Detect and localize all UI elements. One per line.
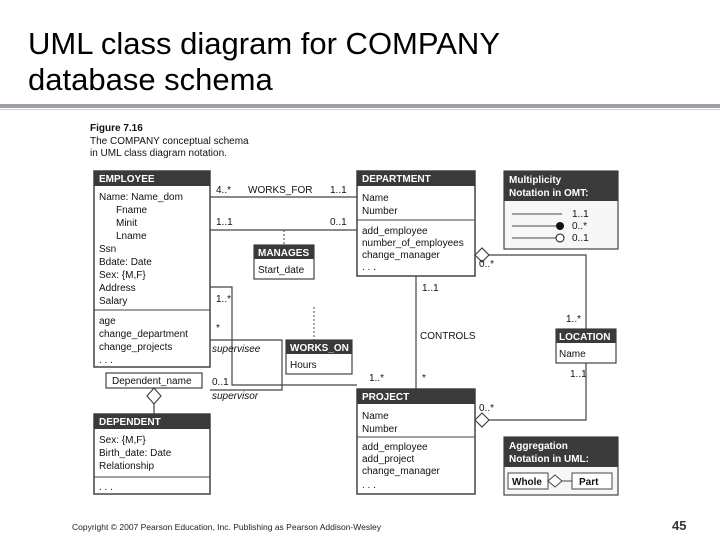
employee-attr: Lname: [116, 231, 147, 242]
dependent-op: . . .: [99, 482, 113, 493]
dept-location-mult: 0..*: [479, 259, 495, 270]
legend-mult-row: 1..1: [572, 209, 589, 220]
department-class: [357, 171, 475, 276]
supervisor-role: supervisor: [212, 391, 259, 402]
manages-class: [254, 245, 314, 279]
location-attr: Name: [559, 349, 586, 360]
dependent-attr: Relationship: [99, 461, 155, 472]
controls-dept-mult: 1..1: [422, 283, 439, 294]
location-name: LOCATION: [559, 332, 611, 343]
employee-attr: Salary: [99, 296, 128, 307]
legend-mult-title-1: Multiplicity: [509, 175, 562, 186]
figure-caption-2: in UML class diagram notation.: [90, 148, 227, 159]
filled-dot-icon: [556, 222, 564, 230]
employee-attr: Sex: {M,F}: [99, 270, 146, 281]
department-op: number_of_employees: [362, 238, 464, 249]
dependent-attr: Sex: {M,F}: [99, 435, 146, 446]
manages-dept-mult: 0..1: [330, 217, 347, 228]
supervisee-role: supervisee: [212, 344, 261, 355]
project-op: change_manager: [362, 466, 440, 477]
manages-name: MANAGES: [258, 248, 310, 259]
employee-op: age: [99, 316, 116, 327]
employee-class: [94, 171, 210, 367]
title-line-1: UML class diagram for COMPANY: [28, 26, 500, 61]
legend-agg-title-2: Notation in UML:: [509, 454, 589, 465]
hollow-dot-icon: [556, 234, 564, 242]
manages-attr: Start_date: [258, 265, 305, 276]
multiplicity-legend: [504, 171, 618, 249]
title-line-2: database schema: [28, 62, 273, 97]
works-on-emp-mult: 1..*: [216, 294, 232, 305]
employee-attr: Minit: [116, 218, 138, 229]
employee-op: change_department: [99, 329, 188, 340]
dependent-aggregation-diamond: [147, 388, 161, 404]
supervision-star-mult: *: [216, 323, 220, 334]
figure-number: Figure 7.16: [90, 123, 143, 134]
location-class: [556, 329, 616, 363]
copyright-text: Copyright © 2007 Pearson Education, Inc. Publishing as Pearson Addison-Wesley: [72, 522, 381, 532]
location-bottom-mult: 1..1: [570, 369, 587, 380]
department-name: DEPARTMENT: [362, 174, 431, 185]
dependent-name-qualifier: [106, 373, 202, 388]
dependent-class: [94, 414, 210, 494]
employee-attr: Name: Name_dom: [99, 192, 183, 203]
department-attr: Number: [362, 206, 398, 217]
project-attr: Number: [362, 424, 398, 435]
controls-label: CONTROLS: [420, 331, 476, 342]
employee-attr: Fname: [116, 205, 148, 216]
department-op: . . .: [362, 262, 376, 273]
figure-panel: [82, 115, 637, 500]
project-location-diamond: [475, 413, 489, 427]
project-attr: Name: [362, 411, 389, 422]
department-attr: Name: [362, 193, 389, 204]
project-op: add_project: [362, 454, 415, 465]
employee-op: . . .: [99, 355, 113, 366]
department-op: change_manager: [362, 250, 440, 261]
works-on-attr: Hours: [290, 360, 317, 371]
project-works-on-mult: 1..*: [369, 373, 385, 384]
supervision-01-mult: 0..1: [212, 377, 229, 388]
project-op: . . .: [362, 480, 376, 491]
works-for-label: WORKS_FOR: [248, 185, 313, 196]
project-name: PROJECT: [362, 392, 410, 403]
employee-attr: Address: [99, 283, 136, 294]
employee-name: EMPLOYEE: [99, 174, 155, 185]
legend-part: Part: [579, 477, 599, 488]
works-on-name: WORKS_ON: [290, 343, 349, 354]
works-on-class: [286, 340, 352, 374]
employee-op: change_projects: [99, 342, 173, 353]
legend-agg-title-1: Aggregation: [509, 441, 568, 452]
aggregation-legend: [504, 437, 618, 495]
slide-title: [28, 26, 648, 98]
legend-mult-row: 0..*: [572, 221, 588, 232]
department-op: add_employee: [362, 226, 428, 237]
employee-attr: Ssn: [99, 244, 117, 255]
works-for-dept-mult: 1..1: [330, 185, 347, 196]
figure-caption-1: The COMPANY conceptual schema: [90, 136, 249, 147]
qualifier-label: Dependent_name: [112, 376, 192, 387]
project-class: [357, 389, 475, 494]
dependent-attr: Birth_date: Date: [99, 448, 172, 459]
title-divider: [0, 104, 720, 114]
project-location-mult: 0..*: [479, 403, 495, 414]
works-for-emp-mult: 4..*: [216, 185, 232, 196]
manages-emp-mult: 1..1: [216, 217, 233, 228]
legend-whole: Whole: [512, 477, 542, 488]
legend-mult-title-2: Notation in OMT:: [509, 188, 589, 199]
controls-project-mult: *: [422, 373, 426, 384]
project-op: add_employee: [362, 442, 428, 453]
location-top-mult: 1..*: [566, 314, 582, 325]
page-number: 45: [672, 518, 687, 533]
uml-diagram: [82, 115, 637, 500]
employee-attr: Bdate: Date: [99, 257, 152, 268]
legend-mult-row: 0..1: [572, 233, 589, 244]
dependent-name: DEPENDENT: [99, 417, 161, 428]
